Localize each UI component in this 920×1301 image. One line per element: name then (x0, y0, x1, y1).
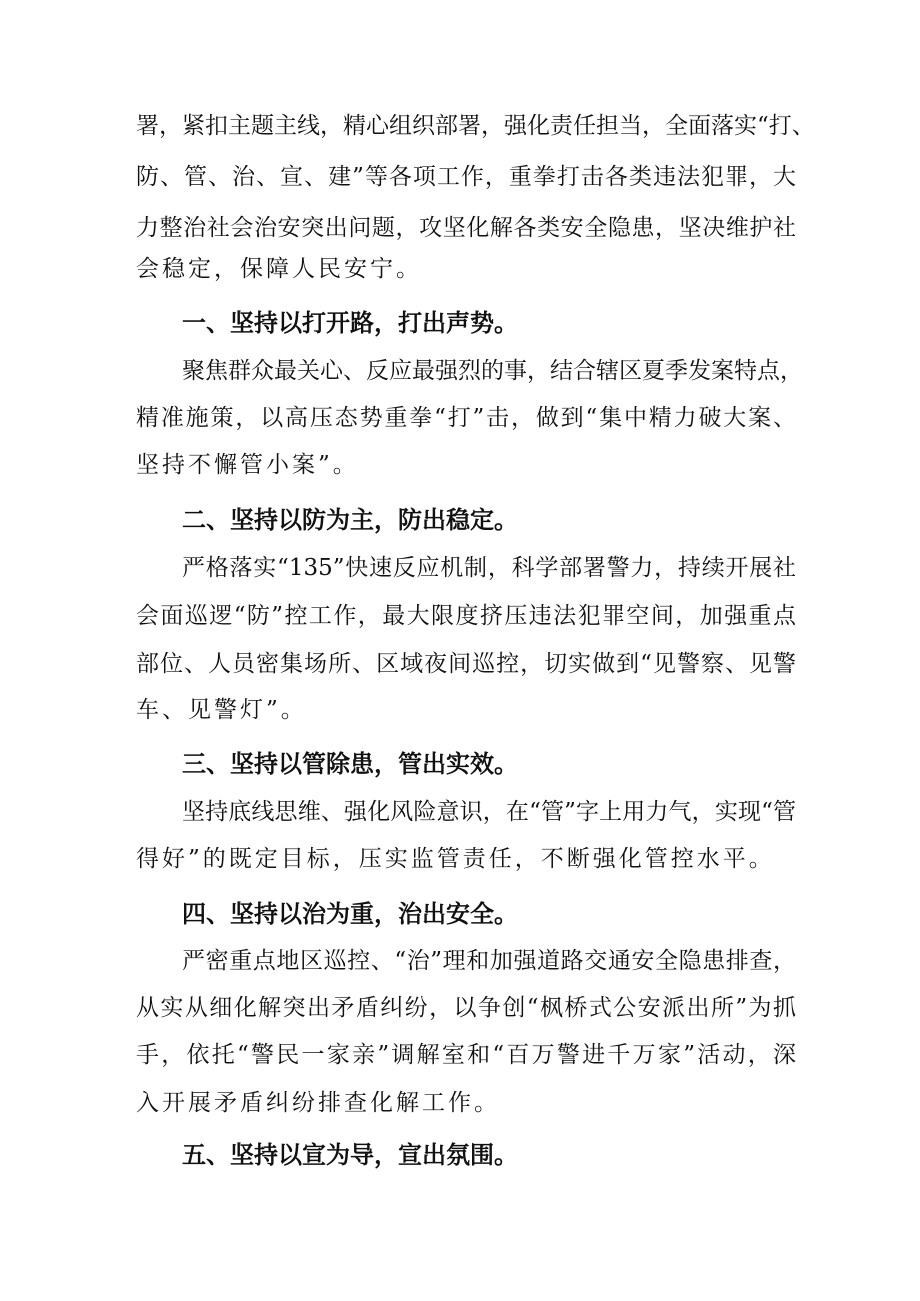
body-text-line: 会稳定，保障人民安宁。 (136, 256, 422, 282)
body-text-line: 坚持底线思维、强化风险意识，在“管”字上用力气，实现“管 (182, 799, 796, 825)
section-heading-1: 一、坚持以打开路，打出声势。 (182, 309, 518, 337)
body-text-line: 署，紧扣主题主线，精心组织部署，强化责任担当，全面落实“打、 (136, 113, 815, 139)
body-text-line: 聚焦群众最关心、反应最强烈的事，结合辖区夏季发案特点， (182, 358, 803, 384)
body-text-line: 精准施策，以高压态势重拳“打”击，做到“集中精力破大案、 (136, 405, 796, 431)
section-heading-3: 三、坚持以管除患，管出实效。 (182, 750, 518, 778)
body-text-line: 部位、人员密集场所、区域夜间巡控，切实做到“见警察、见警 (136, 651, 796, 677)
section-heading-4: 四、坚持以治为重，治出安全。 (182, 900, 518, 928)
section-heading-2: 二、坚持以防为主，防出稳定。 (182, 506, 518, 534)
body-text-line: 坚持不懈管小案”。 (136, 452, 359, 478)
body-text-line: 力整治社会治安突出问题，攻坚化解各类安全隐患，坚决维护社 (136, 215, 796, 241)
body-text-line: 防、管、治、宣、建”等各项工作，重拳打击各类违法犯罪，大 (136, 164, 796, 190)
body-text-line: 严密重点地区巡控、“治”理和加强道路交通安全隐患排查， (182, 948, 796, 974)
body-text-line: 会面巡逻“防”控工作，最大限度挤压违法犯罪空间，加强重点 (136, 603, 796, 629)
body-text-line: 入开展矛盾纠纷排查化解工作。 (136, 1090, 500, 1116)
body-text-line: 得好”的既定目标，压实监管责任，不断强化管控水平。 (136, 846, 775, 872)
section-heading-5: 五、坚持以宣为导，宣出氛围。 (182, 1141, 518, 1169)
body-text-line: 手，依托“警民一家亲”调解室和“百万警进千万家”活动，深 (136, 1042, 796, 1068)
body-text-line: 车、见警灯”。 (136, 697, 307, 723)
body-text-line: 严格落实“135”快速反应机制，科学部署警力，持续开展社 (182, 555, 796, 581)
body-text-line: 从实从细化解突出矛盾纠纷，以争创“枫桥式公安派出所”为抓 (136, 995, 796, 1021)
